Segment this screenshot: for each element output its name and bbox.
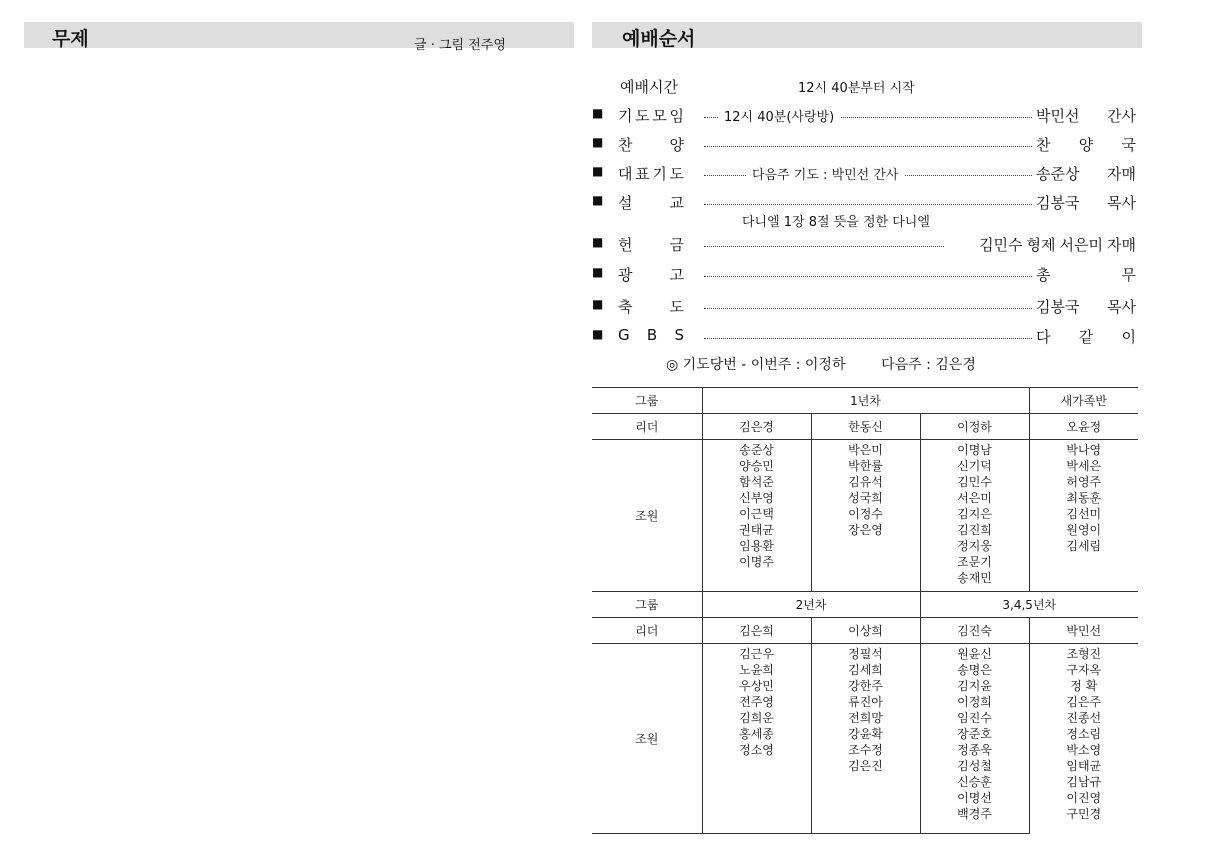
member-name: 원영이 <box>1066 523 1102 537</box>
member-name: 박은미 <box>848 443 883 457</box>
member-name: 신승훈 <box>957 775 992 789</box>
left-title: 무제 <box>52 28 89 50</box>
member-name: 이명주 <box>739 555 774 569</box>
order-item-label: 대 표 기 도 <box>618 165 684 183</box>
member-name: 김은진 <box>848 759 883 773</box>
bullet-icon: ■ <box>592 327 604 341</box>
order-item-person: 김민수 형제 서은미 자매 <box>944 234 1136 255</box>
member-name: 김은주 <box>1066 695 1102 709</box>
dotted-leader <box>704 308 1032 309</box>
bullet-icon: ■ <box>592 297 604 311</box>
member-name: 박소영 <box>1066 743 1102 757</box>
member-name: 허영주 <box>1066 475 1102 489</box>
member-name: 홍세종 <box>739 727 774 741</box>
member-name: 신부영 <box>739 491 774 505</box>
bullet-icon: ■ <box>592 193 604 207</box>
right-title: 예배순서 <box>622 28 696 50</box>
order-item-person: 송준상 자매 <box>1036 165 1136 183</box>
member-name: 김진희 <box>957 523 992 537</box>
leader-cell: 한동신 <box>811 414 920 440</box>
member-name: 이정희 <box>957 695 992 709</box>
group-newcomer: 새가족반 <box>1029 388 1138 414</box>
member-name: 류진아 <box>848 695 883 709</box>
member-name: 강한주 <box>848 679 883 693</box>
leader-cell: 이정하 <box>920 414 1029 440</box>
member-name: 박한률 <box>848 459 883 473</box>
leader-label: 리더 <box>592 414 702 440</box>
member-name: 구자옥 <box>1066 663 1102 677</box>
dotted-leader <box>704 204 1032 205</box>
member-name: 이진영 <box>1066 791 1102 805</box>
member-name: 우상민 <box>739 679 774 693</box>
member-name: 김지윤 <box>957 679 992 693</box>
worship-time-value: 12시 40분부터 시작 <box>798 81 915 96</box>
member-name: 노윤희 <box>739 663 774 677</box>
member-name: 김성철 <box>957 759 992 773</box>
member-name: 백경주 <box>957 807 992 821</box>
member-name: 김세림 <box>1066 539 1102 553</box>
member-name: 박세은 <box>1066 459 1102 473</box>
member-name: 전주영 <box>739 695 774 709</box>
member-name: 최동훈 <box>1066 491 1102 505</box>
order-item-note: 12시 40분(사랑방) <box>718 106 840 125</box>
bullet-icon: ■ <box>592 164 604 178</box>
order-item-person: 총 무 <box>1036 266 1136 284</box>
order-item <box>592 163 1138 187</box>
member-name: 정 확 <box>1070 679 1098 693</box>
member-name: 정소림 <box>1066 727 1102 741</box>
member-name: 김희운 <box>739 711 774 725</box>
member-name: 조형진 <box>1066 647 1102 661</box>
leader-cell: 김진숙 <box>920 618 1029 644</box>
member-name: 김세희 <box>848 663 883 677</box>
group-table-1 <box>592 387 1138 592</box>
member-name: 신기덕 <box>957 459 992 473</box>
order-item-label: 설 교 <box>618 194 684 212</box>
order-item-label: 기 도 모 임 <box>618 107 684 125</box>
member-name: 서은미 <box>957 491 992 505</box>
order-item-note: 다음주 기도 : 박민선 간사 <box>746 164 905 183</box>
member-name: 강윤확 <box>848 727 883 741</box>
member-name: 이정수 <box>848 507 883 521</box>
member-list <box>702 440 811 592</box>
member-name: 김지은 <box>957 507 992 521</box>
order-item <box>592 234 1138 258</box>
member-name: 장은영 <box>848 523 883 537</box>
member-name: 권태균 <box>739 523 774 537</box>
member-name: 원윤신 <box>957 647 992 661</box>
sermon-reference: 다니엘 1장 8절 뜻을 정한 다니엘 <box>742 215 930 230</box>
dotted-leader <box>704 146 1032 147</box>
member-label: 조원 <box>592 440 702 592</box>
member-label: 조원 <box>592 644 702 834</box>
leader-cell: 김은경 <box>702 414 811 440</box>
member-list <box>1029 440 1138 592</box>
order-item-person: 김봉국 목사 <box>1036 298 1136 316</box>
member-name: 정종욱 <box>957 743 992 757</box>
member-name: 임용환 <box>739 539 774 553</box>
order-item <box>592 326 1138 350</box>
prayer-duty: ◎ 기도당번 - 이번주 : 이정하 다음주 : 김은경 <box>666 357 976 373</box>
group-table-2 <box>592 591 1138 834</box>
order-item <box>592 264 1138 288</box>
leader-cell: 박민선 <box>1029 618 1138 644</box>
member-name: 진종선 <box>1066 711 1102 725</box>
member-name: 이근택 <box>739 507 774 521</box>
group-year-2: 2년차 <box>702 592 920 618</box>
order-item-label: 축 도 <box>618 298 684 316</box>
order-item-person: 김봉국 목사 <box>1036 194 1136 212</box>
group-label: 그룹 <box>592 592 702 618</box>
member-name: 임태균 <box>1066 759 1102 773</box>
author-credit: 글 · 그림 전주영 <box>414 38 506 53</box>
worship-time-row <box>592 76 1138 98</box>
member-list <box>920 440 1029 592</box>
bullet-icon: ■ <box>592 106 604 120</box>
member-list <box>1029 644 1138 834</box>
member-name: 김유석 <box>848 475 883 489</box>
leader-label: 리더 <box>592 618 702 644</box>
order-item <box>592 134 1138 158</box>
member-list <box>811 440 920 592</box>
leader-cell: 이상희 <box>811 618 920 644</box>
order-item-label: 헌 금 <box>618 236 684 254</box>
member-name: 송재민 <box>957 571 992 585</box>
dotted-leader <box>704 276 1032 277</box>
order-item-label: G B S <box>618 326 684 344</box>
member-name: 이명남 <box>957 443 992 457</box>
member-name: 정지웅 <box>957 539 992 553</box>
member-name: 정필석 <box>848 647 883 661</box>
member-name: 박나영 <box>1066 443 1102 457</box>
group-label: 그룹 <box>592 388 702 414</box>
leader-cell: 오윤정 <box>1029 414 1138 440</box>
member-name: 장준호 <box>957 727 992 741</box>
order-item <box>592 296 1138 320</box>
member-name: 양승민 <box>739 459 774 473</box>
member-list <box>702 644 811 834</box>
member-name: 김민수 <box>957 475 992 489</box>
member-name: 조수정 <box>848 743 883 757</box>
order-item-person: 다 같 이 <box>1036 328 1136 346</box>
member-name: 구민경 <box>1066 807 1102 821</box>
member-name: 함석준 <box>739 475 774 489</box>
order-item-person: 찬 양 국 <box>1036 136 1136 154</box>
bullet-icon: ■ <box>592 265 604 279</box>
member-list <box>811 644 920 834</box>
member-name: 임진수 <box>957 711 992 725</box>
member-name: 정소영 <box>739 743 774 757</box>
order-item-label: 찬 양 <box>618 136 684 154</box>
member-name: 전희망 <box>848 711 883 725</box>
worship-time-label: 예배시간 <box>620 78 678 96</box>
member-name: 김남규 <box>1066 775 1102 789</box>
group-year-345: 3,4,5년차 <box>920 592 1138 618</box>
bullet-icon: ■ <box>592 135 604 149</box>
dotted-leader <box>704 338 1032 339</box>
member-list <box>920 644 1029 834</box>
member-name: 송준상 <box>739 443 774 457</box>
order-item-person: 박민선 간사 <box>1036 107 1136 125</box>
group-year-1: 1년차 <box>702 388 1029 414</box>
member-name: 김근우 <box>739 647 774 661</box>
bullet-icon: ■ <box>592 235 604 249</box>
order-item <box>592 105 1138 129</box>
member-name: 송명은 <box>957 663 992 677</box>
member-name: 성국희 <box>848 491 883 505</box>
member-name: 조문기 <box>957 555 992 569</box>
leader-cell: 김은희 <box>702 618 811 644</box>
member-name: 김선미 <box>1066 507 1102 521</box>
order-item-label: 광 고 <box>618 266 684 284</box>
member-name: 이명선 <box>957 791 992 805</box>
